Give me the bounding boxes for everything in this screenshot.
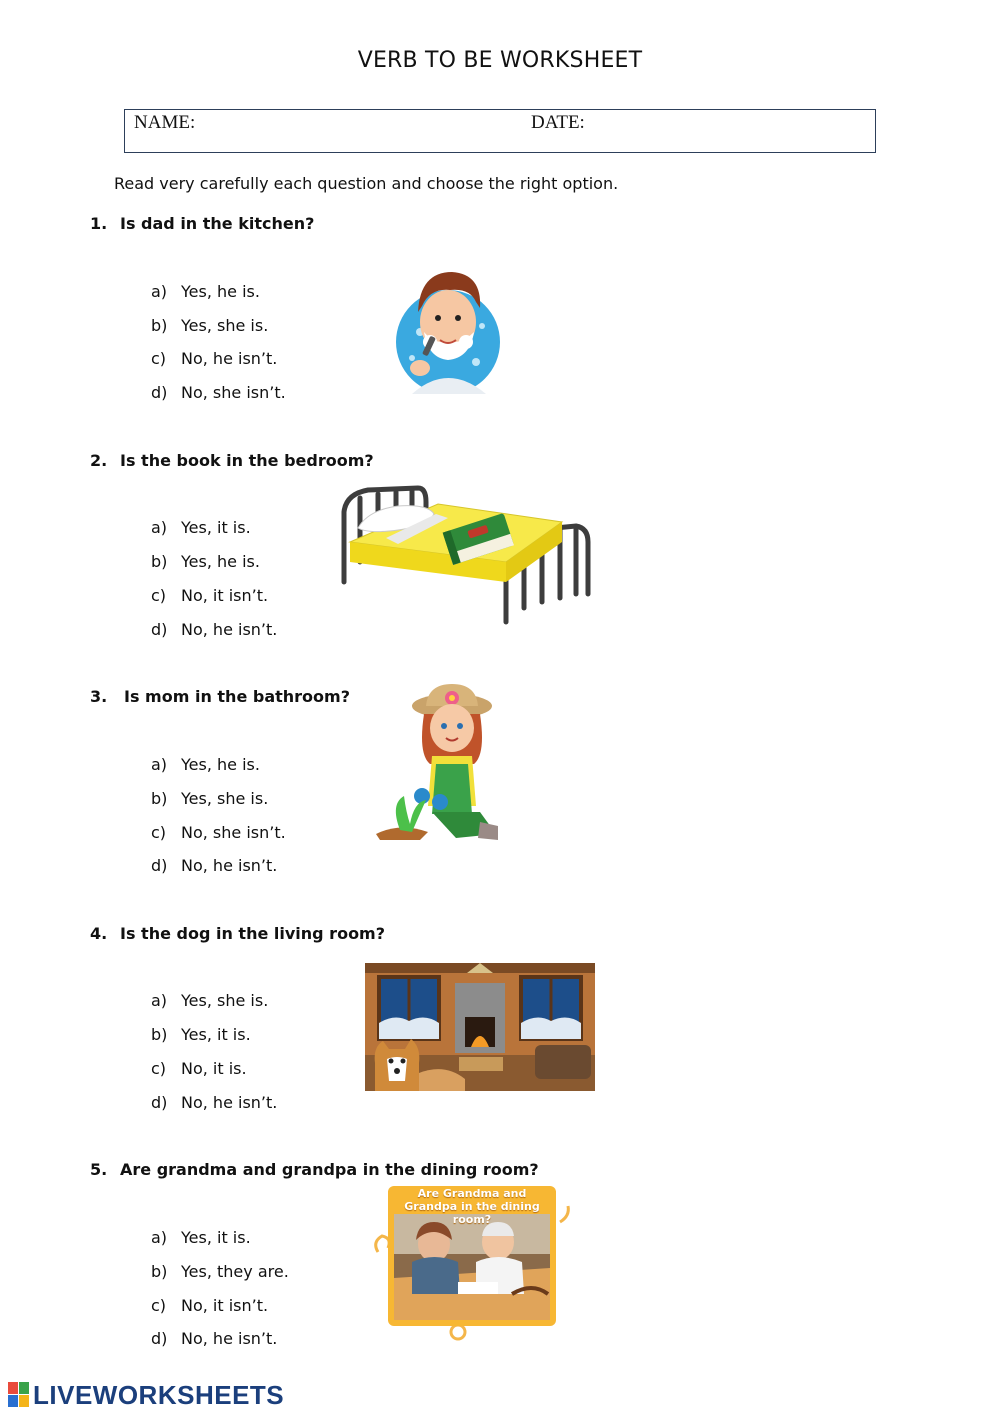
question-number: 2.: [90, 451, 108, 470]
shaving-dad-image: [390, 262, 502, 398]
liveworksheets-logo-icon: [8, 1382, 30, 1408]
worksheet-title: VERB TO BE WORKSHEET: [357, 48, 643, 73]
option-c[interactable]: [151, 1059, 247, 1078]
option-letter: a): [151, 282, 168, 301]
name-date-box: [124, 109, 876, 153]
option-text: No, it is.: [181, 1059, 247, 1078]
name-label: NAME:: [134, 112, 196, 133]
option-letter: b): [151, 1262, 168, 1281]
option-letter: d): [151, 1329, 168, 1348]
option-text: No, he isn’t.: [181, 856, 278, 875]
option-b[interactable]: [151, 316, 268, 335]
option-text: Yes, she is.: [181, 991, 269, 1010]
option-text: Yes, he is.: [181, 552, 260, 571]
option-letter: a): [151, 1228, 168, 1247]
option-letter: c): [151, 1296, 167, 1315]
option-letter: c): [151, 349, 167, 368]
question-number: 4.: [90, 924, 108, 943]
option-text: Yes, she is.: [181, 789, 269, 808]
option-d[interactable]: [151, 1329, 277, 1348]
option-text: No, he isn’t.: [181, 620, 278, 639]
question-5: [90, 1160, 539, 1179]
gardening-mom-image: [370, 684, 502, 844]
option-b[interactable]: [151, 552, 260, 571]
option-text: No, she isn’t.: [181, 823, 286, 842]
question-text: Is the dog in the living room?: [120, 924, 386, 943]
question-text: Is mom in the bathroom?: [124, 687, 350, 706]
option-letter: c): [151, 823, 167, 842]
option-letter: b): [151, 316, 168, 335]
bed-with-book-image: [338, 482, 592, 626]
option-text: No, he isn’t.: [181, 1329, 278, 1348]
grandparents-dining-image: [372, 1182, 572, 1342]
option-a[interactable]: [151, 755, 260, 774]
option-c[interactable]: [151, 586, 268, 605]
option-text: No, she isn’t.: [181, 383, 286, 402]
option-text: Yes, they are.: [181, 1262, 289, 1281]
question-number: 1.: [90, 214, 108, 233]
question-text: Is the book in the bedroom?: [120, 451, 374, 470]
option-d[interactable]: [151, 1093, 277, 1112]
question-1: [90, 214, 314, 233]
option-text: Yes, he is.: [181, 282, 260, 301]
option-letter: b): [151, 552, 168, 571]
option-text: No, it isn’t.: [181, 1296, 269, 1315]
option-letter: d): [151, 1093, 168, 1112]
question-2: [90, 451, 374, 470]
option-b[interactable]: [151, 1262, 289, 1281]
image-caption: Are Grandma and Grandpa in the dining room?: [404, 1187, 540, 1226]
question-3: [90, 687, 350, 706]
option-c[interactable]: [151, 1296, 268, 1315]
question-text: Is dad in the kitchen?: [120, 214, 315, 233]
option-text: Yes, it is.: [181, 518, 251, 537]
option-text: Yes, it is.: [181, 1025, 251, 1044]
option-text: Yes, she is.: [181, 316, 269, 335]
brand-name[interactable]: LIVEWORKSHEETS: [33, 1379, 285, 1410]
option-a[interactable]: [151, 282, 260, 301]
option-text: Yes, it is.: [181, 1228, 251, 1247]
option-c[interactable]: [151, 823, 286, 842]
option-text: Yes, he is.: [181, 755, 260, 774]
option-letter: d): [151, 620, 168, 639]
question-number: 5.: [90, 1160, 108, 1179]
question-4: [90, 924, 385, 943]
footer-brand: [8, 1380, 284, 1410]
question-text: Are grandma and grandpa in the dining room?: [120, 1160, 539, 1179]
option-a[interactable]: [151, 518, 251, 537]
option-letter: b): [151, 789, 168, 808]
option-text: No, it isn’t.: [181, 586, 269, 605]
option-letter: b): [151, 1025, 168, 1044]
option-letter: d): [151, 856, 168, 875]
option-b[interactable]: [151, 1025, 251, 1044]
option-a[interactable]: [151, 1228, 251, 1247]
option-d[interactable]: [151, 620, 277, 639]
option-text: No, he isn’t.: [181, 1093, 278, 1112]
option-letter: c): [151, 586, 167, 605]
date-label: DATE:: [531, 112, 585, 133]
option-d[interactable]: [151, 856, 277, 875]
option-letter: a): [151, 991, 168, 1010]
option-text: No, he isn’t.: [181, 349, 278, 368]
option-d[interactable]: [151, 383, 286, 402]
option-b[interactable]: [151, 789, 268, 808]
option-c[interactable]: [151, 349, 277, 368]
option-letter: c): [151, 1059, 167, 1078]
option-letter: a): [151, 518, 168, 537]
option-letter: a): [151, 755, 168, 774]
instructions: Read very carefully each question and choose the right option.: [114, 174, 619, 193]
question-number: 3.: [90, 687, 108, 706]
option-a[interactable]: [151, 991, 268, 1010]
living-room-dog-image: [365, 963, 595, 1091]
option-letter: d): [151, 383, 168, 402]
